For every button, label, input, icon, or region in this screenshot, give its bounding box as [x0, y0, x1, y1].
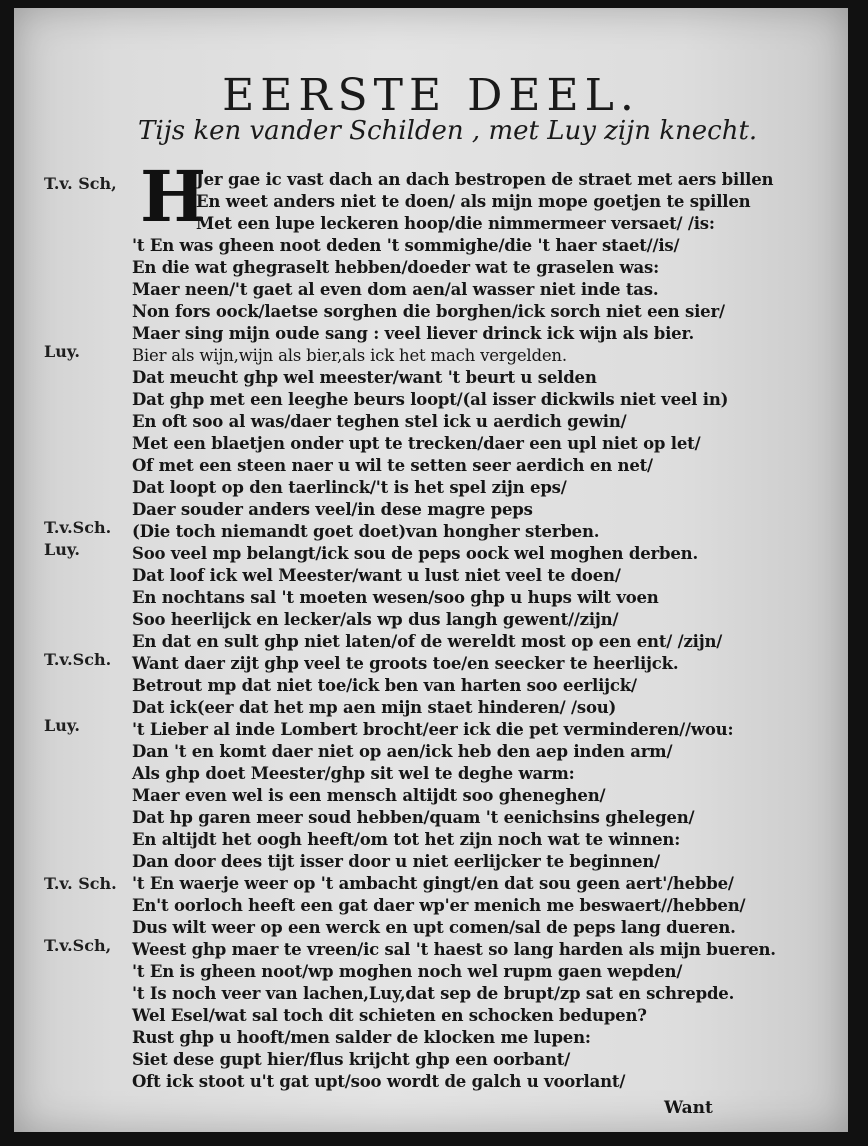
verse-line: Soo veel mp belangt/ick sou de peps oock wel moghen derben.	[132, 544, 698, 563]
speaker-label: Luy.	[44, 342, 80, 361]
verse-line: Maer neen/'t gaet al even dom aen/al wasser niet inde tas.	[132, 280, 659, 299]
verse-line: Betrout mp dat niet toe/ick ben van harten soo eerlijck/	[132, 676, 637, 695]
verse-line: Non fors oock/laetse sorghen die borghen/ick sorch niet een sier/	[132, 302, 725, 321]
verse-line: Dat loopt op den taerlinck/'t is het spel zijn eps/	[132, 478, 567, 497]
book-page	[14, 8, 848, 1132]
verse-line: Weest ghp maer te vreen/ic sal 't haest so lang harden als mijn bueren.	[132, 940, 776, 959]
verse-line: Maer sing mijn oude sang : veel liever drinck ick wijn als bier.	[132, 324, 695, 343]
verse-line: Dus wilt weer op een werck en upt comen/sal de peps lang dueren.	[132, 918, 736, 937]
verse-line: Of met een steen naer u wil te setten seer aerdich en net/	[132, 456, 653, 475]
verse-line: Daer souder anders veel/in dese magre peps	[132, 500, 533, 519]
verse-line: Jer gae ic vast dach an dach bestropen de straet met aers billen	[196, 170, 774, 189]
verse-line: En dat en sult ghp niet laten/of de wereldt most op een ent/ /zijn/	[132, 632, 723, 651]
verse-line: Dat ick(eer dat het mp aen mijn staet hinderen/ /sou)	[132, 698, 617, 717]
catchword: Want	[664, 1098, 713, 1118]
verse-line: Maer even wel is een mensch altijdt soo gheneghen/	[132, 786, 606, 805]
verse-line: En nochtans sal 't moeten wesen/soo ghp u hups wilt voen	[132, 588, 659, 607]
verse-line: (Die toch niemandt goet doet)van hongher sterben.	[132, 522, 600, 541]
verse-line: En weet anders niet te doen/ als mijn mope goetjen te spillen	[196, 192, 751, 211]
verse-line: Wel Esel/wat sal toch dit schieten en schocken bedupen?	[132, 1006, 647, 1025]
verse-line: 't En was gheen noot deden 't sommighe/die 't haer staet//is/	[132, 236, 680, 255]
verse-line: Met een blaetjen onder upt te trecken/daer een upl niet op let/	[132, 434, 701, 453]
page-heading: EERSTE DEEL.	[222, 70, 640, 121]
page-subtitle: Tijs ken vander Schilden , met Luy zijn knecht.	[138, 116, 758, 146]
verse-line: Dat meucht ghp wel meester/want 't beurt u selden	[132, 368, 597, 387]
verse-line: En altijdt het oogh heeft/om tot het zijn noch wat te winnen:	[132, 830, 681, 849]
verse-line: En die wat ghegraselt hebben/doeder wat te graselen was:	[132, 258, 660, 277]
speaker-label: Luy.	[44, 540, 80, 559]
verse-line: Als ghp doet Meester/ghp sit wel te deghe warm:	[132, 764, 575, 783]
verse-line: Met een lupe leckeren hoop/die nimmermeer versaet/ /is:	[196, 214, 715, 233]
speaker-label: T.v.Sch.	[44, 518, 112, 537]
verse-line: En oft soo al was/daer teghen stel ick u aerdich gewin/	[132, 412, 627, 431]
verse-line: En't oorloch heeft een gat daer wp'er menich me beswaert//hebben/	[132, 896, 746, 915]
speaker-label: T.v. Sch,	[44, 174, 117, 193]
verse-line: Dan door dees tijt isser door u niet eerlijcker te beginnen/	[132, 852, 660, 871]
verse-line: 't En is gheen noot/wp moghen noch wel rupm gaen wepden/	[132, 962, 683, 981]
verse-line: Dat loof ick wel Meester/want u lust niet veel te doen/	[132, 566, 621, 585]
verse-line: 't Is noch veer van lachen,Luy,dat sep de brupt/zp sat en schrepde.	[132, 984, 735, 1003]
verse-line: Siet dese gupt hier/flus krijcht ghp een oorbant/	[132, 1050, 571, 1069]
verse-line: Bier als wijn,wijn als bier,als ick het mach vergelden.	[132, 346, 567, 365]
drop-cap: H	[140, 155, 207, 238]
verse-line: Want daer zijt ghp veel te groots toe/en seecker te heerlijck.	[132, 654, 679, 673]
verse-line: Dan 't en komt daer niet op aen/ick heb den aep inden arm/	[132, 742, 673, 761]
speaker-label: Luy.	[44, 716, 80, 735]
verse-line: Soo heerlijck en lecker/als wp dus langh gewent//zijn/	[132, 610, 619, 629]
verse-line: 't En waerje weer op 't ambacht gingt/en dat sou geen aert'/hebbe/	[132, 874, 734, 893]
verse-line: Dat ghp met een leeghe beurs loopt/(al isser dickwils niet veel in)	[132, 390, 729, 409]
speaker-label: T.v.Sch,	[44, 936, 112, 955]
verse-line: 't Lieber al inde Lombert brocht/eer ick die pet verminderen//wou:	[132, 720, 734, 739]
speaker-label: T.v.Sch.	[44, 650, 112, 669]
verse-line: Oft ick stoot u't gat upt/soo wordt de galch u voorlant/	[132, 1072, 626, 1091]
speaker-label: T.v. Sch.	[44, 874, 117, 893]
verse-line: Rust ghp u hooft/men salder de klocken me lupen:	[132, 1028, 591, 1047]
verse-line: Dat hp garen meer soud hebben/quam 't eenichsins ghelegen/	[132, 808, 695, 827]
